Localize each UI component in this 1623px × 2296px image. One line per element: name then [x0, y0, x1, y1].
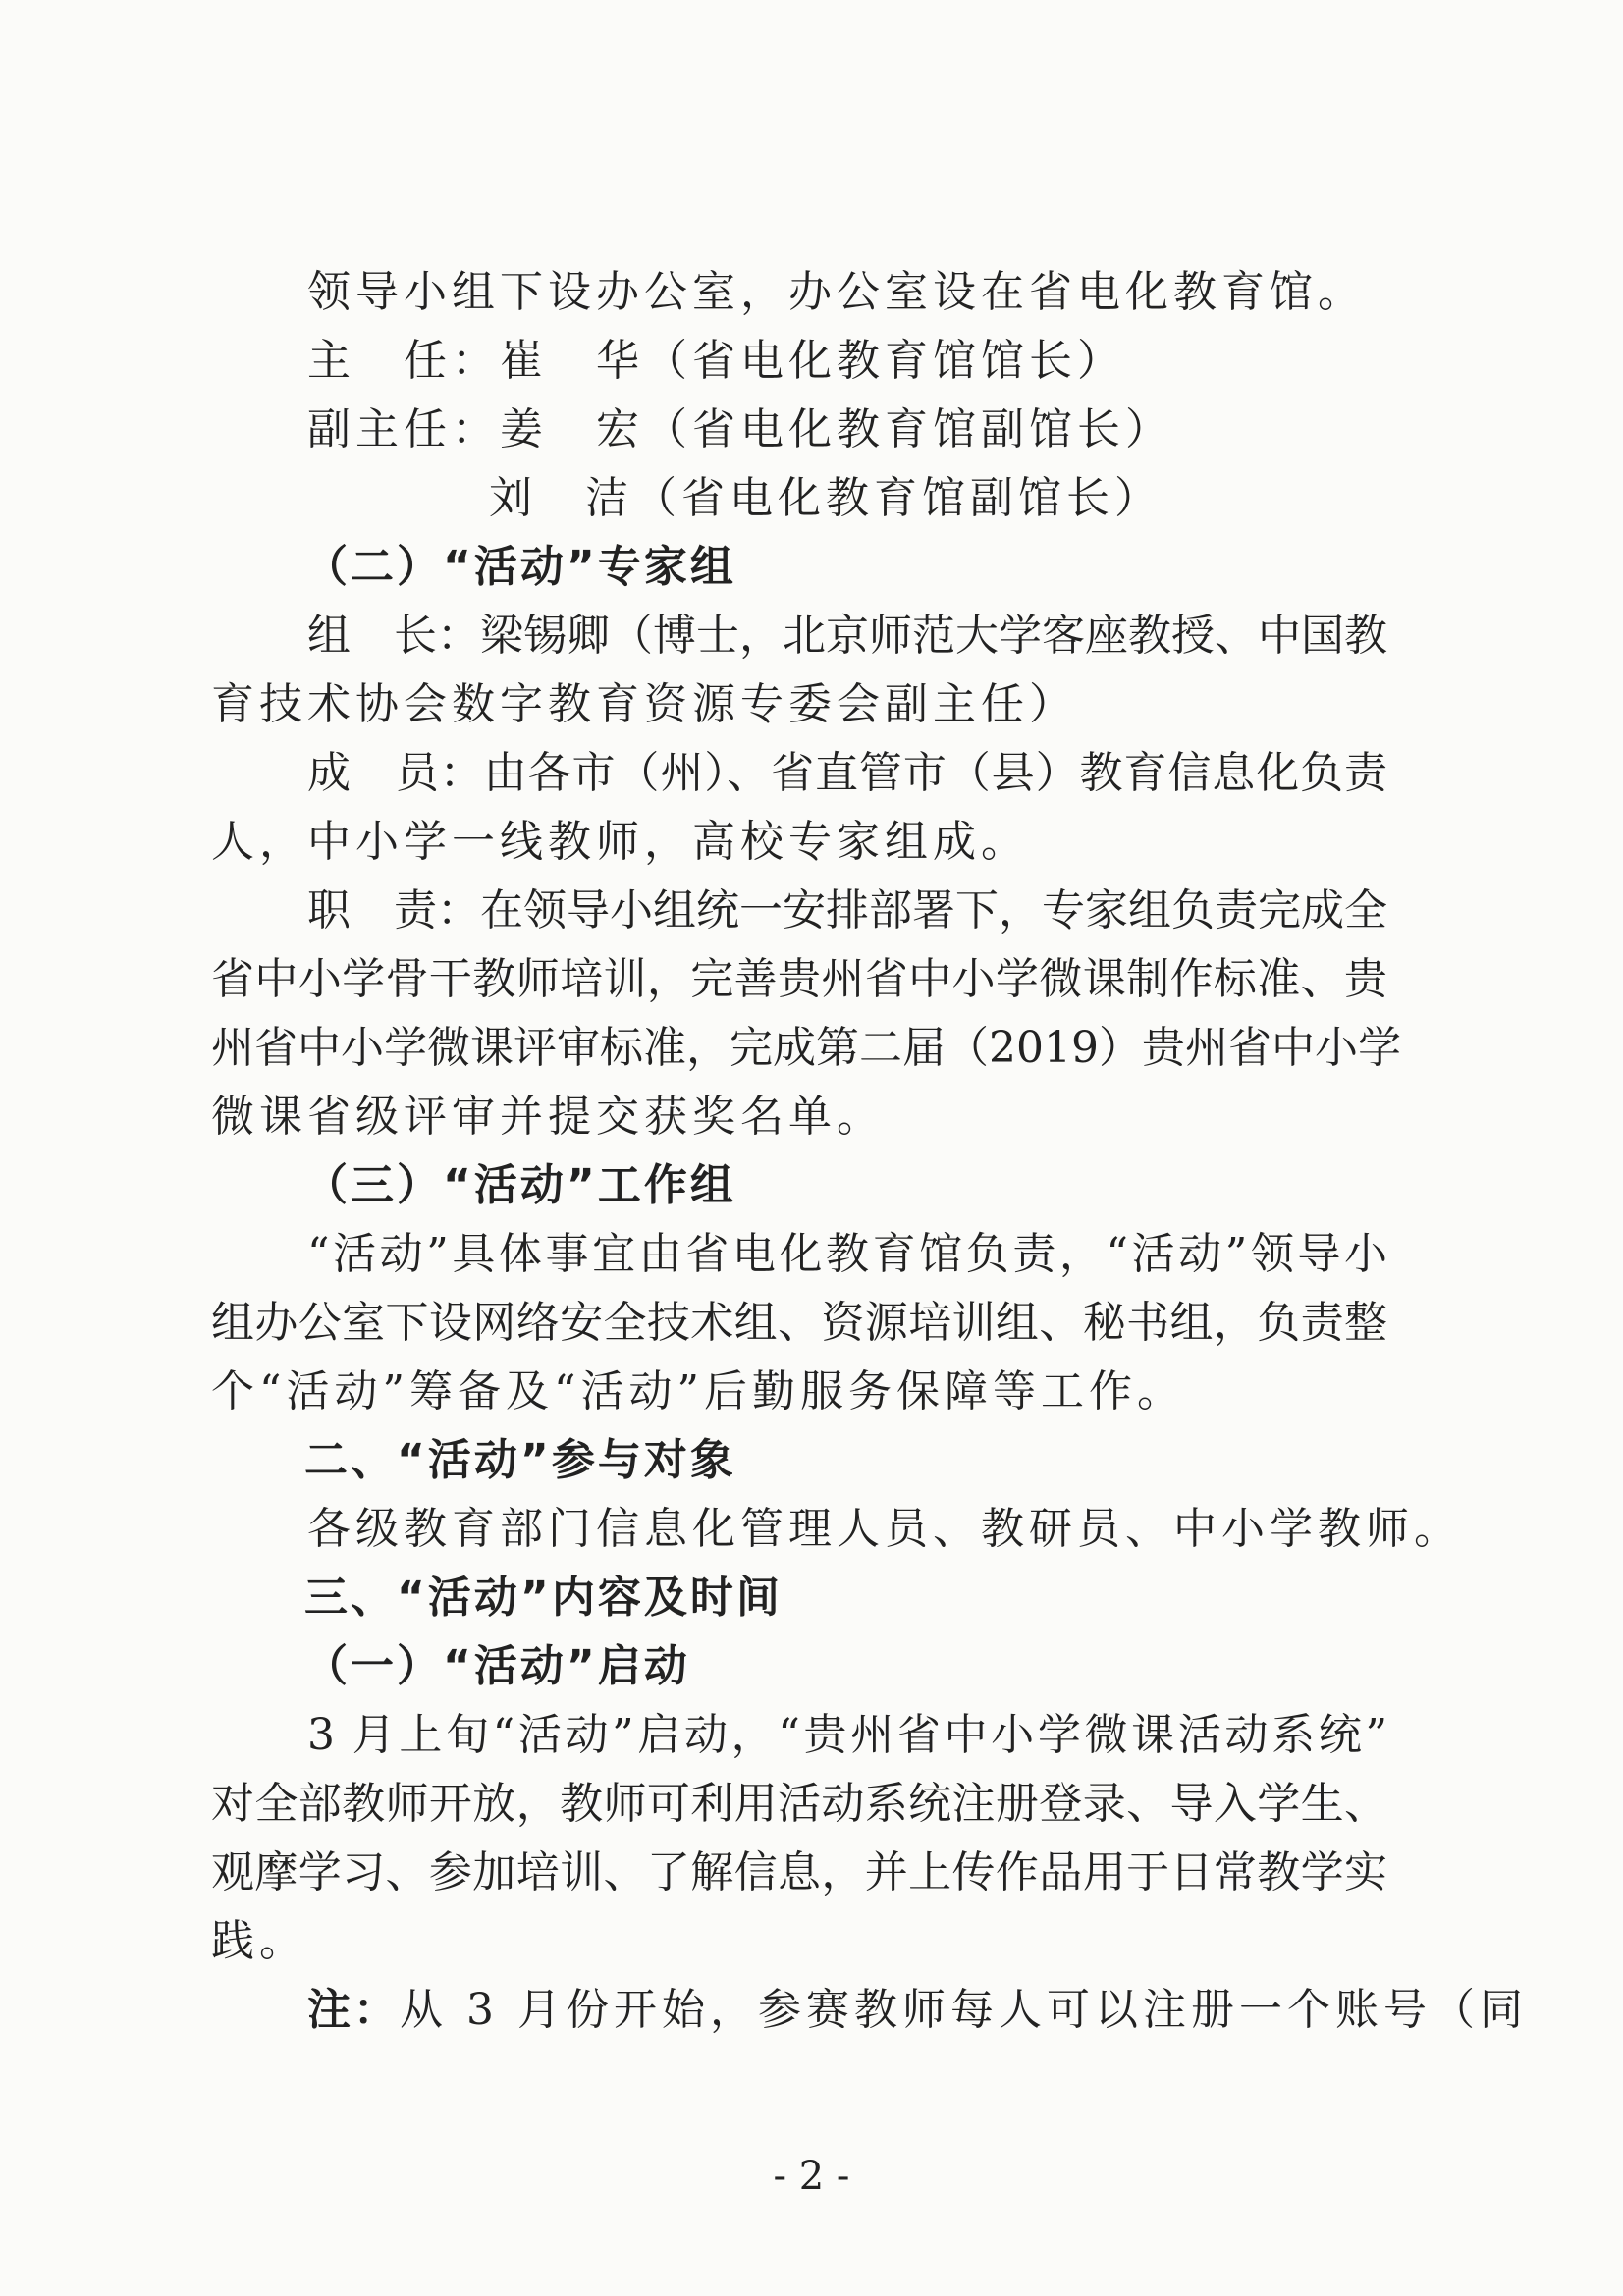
text-line: 成 员：由各市（州）、省直管市（县）教育信息化负责	[307, 748, 1387, 798]
text-line: 省中小学骨干教师培训，完善贵州省中小学微课制作标准、贵	[211, 954, 1387, 1004]
text-line: 3 月上旬“活动”启动，“贵州省中小学微课活动系统”	[307, 1710, 1387, 1760]
text-line: 践。	[211, 1916, 307, 1966]
page-number: - 2 -	[773, 2154, 850, 2199]
section-heading: （一）“活动”启动	[304, 1641, 690, 1691]
section-heading: （三）“活动”工作组	[304, 1160, 736, 1210]
text-line: 个“活动”筹备及“活动”后勤服务保障等工作。	[211, 1366, 1185, 1416]
text-line: 组 长：梁锡卿（博士，北京师范大学客座教授、中国教	[307, 611, 1387, 661]
text-line: 刘 洁（省电化教育馆副馆长）	[489, 473, 1163, 523]
text-line: 领导小组下设办公室，办公室设在省电化教育馆。	[307, 267, 1366, 317]
text-line: 对全部教师开放，教师可利用活动系统注册登录、导入学生、	[211, 1779, 1387, 1829]
note-text: 从 3 月份开始，参赛教师每人可以注册一个账号（同	[400, 1985, 1528, 2035]
text-line: 主 任：崔 华（省电化教育馆馆长）	[307, 336, 1125, 386]
section-heading: 三、“活动”内容及时间	[304, 1573, 783, 1623]
text-line: 微课省级评审并提交获奖名单。	[211, 1092, 885, 1142]
text-line: 观摩学习、参加培训、了解信息，并上传作品用于日常教学实	[211, 1847, 1387, 1897]
note-line	[307, 1981, 1528, 2040]
text-line: 州省中小学微课评审标准，完成第二届（2019）贵州省中小学	[211, 1023, 1401, 1073]
text-line: 各级教育部门信息化管理人员、教研员、中小学教师。	[307, 1504, 1462, 1554]
text-line: 副主任：姜 宏（省电化教育馆副馆长）	[307, 404, 1173, 454]
text-line: “活动”具体事宜由省电化教育馆负责，“活动”领导小	[307, 1229, 1387, 1279]
text-line: 育技术协会数字教育资源专委会副主任）	[211, 679, 1077, 729]
note-label: 注：	[307, 1985, 400, 2035]
text-line: 组办公室下设网络安全技术组、资源培训组、秘书组，负责整	[211, 1298, 1387, 1348]
text-line: 人，中小学一线教师，高校专家组成。	[211, 817, 1029, 867]
section-heading: 二、“活动”参与对象	[304, 1435, 736, 1485]
text-line: 职 责：在领导小组统一安排部署下，专家组负责完成全	[307, 885, 1387, 935]
section-heading: （二）“活动”专家组	[304, 542, 736, 592]
